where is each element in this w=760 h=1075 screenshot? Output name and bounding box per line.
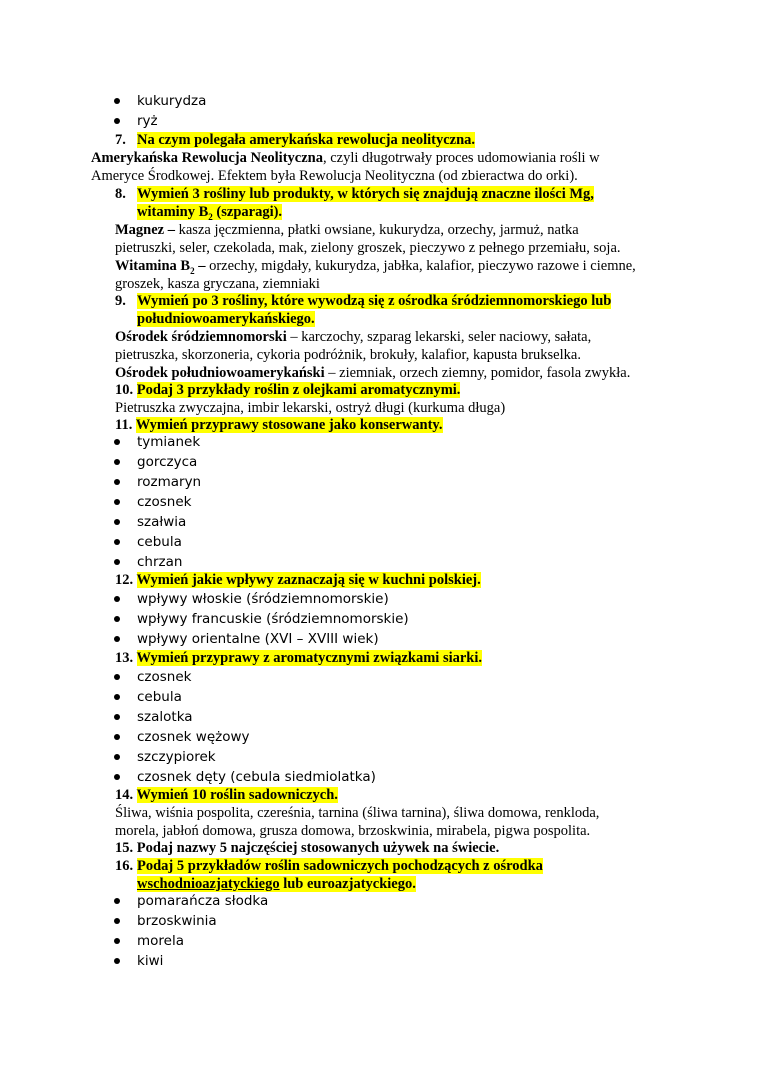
question-15 [115,839,499,857]
answer-8-magnez-line-2: pietruszki, seler, czekolada, mak, zielony groszek, pieczywo z pełnego przemiału, soja. [115,240,621,256]
list-item: rozmaryn [137,474,202,490]
bullet-marker [114,714,120,720]
question-number: 7. [115,132,126,148]
question-16-line-1 [137,857,543,875]
question-text: Podaj 5 przykładów roślin sadowniczych pochodzących z ośrodka [137,858,543,874]
answer-10: Pietruszka zwyczajna, imbir lekarski, ostryż długi (kurkuma długa) [115,400,506,416]
answer-text: kasza jęczmienna, płatki owsiane, kukurydza, orzechy, jarmuż, natka [175,222,579,238]
question-8-line-1 [137,185,594,203]
question-10 [115,381,460,399]
bullet-marker [114,898,120,904]
question-text: wschodnioazjatyckiego [137,876,280,892]
list-item: brzoskwinia [137,913,217,929]
list-item: kukurydza [137,93,207,109]
answer-term: Magnez – [115,222,175,238]
list-item: czosnek wężowy [137,729,250,745]
question-number: 14. [115,787,134,803]
answer-text: – karczochy, szparag lekarski, seler naciowy, sałata, [286,329,592,345]
answer-7-line-2: Ameryce Środkowej. Efektem była Rewolucja Neolityczna (od zbieractwa do orki). [91,168,578,184]
list-item: wpływy francuskie (śródziemnomorskie) [137,611,409,627]
question-text: Wymień przyprawy stosowane jako konserwanty. [135,417,443,433]
bullet-marker [114,734,120,740]
question-number: 15. [115,840,134,856]
bullet-marker [114,539,120,545]
question-number: 12. [115,572,134,588]
list-item: cebula [137,534,182,550]
bullet-marker [114,98,120,104]
bullet-marker [114,559,120,565]
bullet-marker [114,479,120,485]
bullet-marker [114,674,120,680]
question-text: Na czym polegała amerykańska rewolucja neolityczna. [137,132,476,148]
answer-text: – ziemniak, orzech ziemny, pomidor, fasola zwykła. [324,365,631,381]
bullet-marker [114,596,120,602]
question-number: 9. [115,293,126,309]
question-13 [115,649,482,667]
question-8-line-2 [137,203,282,221]
question-text: Wymień 10 roślin sadowniczych. [136,787,338,803]
list-item: gorczyca [137,454,198,470]
bullet-marker [114,636,120,642]
answer-term: – [194,258,206,274]
question-12 [115,571,481,589]
question-9-line-1 [137,292,611,310]
bullet-marker [114,519,120,525]
bullet-marker [114,499,120,505]
answer-term: Witamina B [115,258,191,274]
answer-9-med-line-2: pietruszka, skorzoneria, cykoria podróżnik, brokuły, kalafior, kapusta brukselka. [115,347,581,363]
question-9-line-2 [137,310,315,328]
list-item: szałwia [137,514,187,530]
question-number: 16. [115,858,134,874]
question-text: witaminy B [137,204,209,220]
bullet-marker [114,439,120,445]
question-text: południowoamerykańskiego. [137,311,315,327]
question-11 [115,416,443,434]
answer-text: , czyli długotrwały proces udomowiania rośli w [322,150,600,166]
question-text: Wymień po 3 rośliny, które wywodzą się z ośrodka śródziemnomorskiego lub [137,293,612,309]
list-item: cebula [137,689,182,705]
question-number: 8. [115,186,126,202]
question-text: Wymień 3 rośliny lub produkty, w których się znajdują znaczne ilości Mg, [137,186,594,202]
bullet-marker [114,958,120,964]
bullet-marker [114,774,120,780]
list-item: ryż [137,113,158,129]
question-text: lub euroazjatyckiego. [279,876,416,892]
answer-7-line-1 [91,149,600,167]
question-16-line-2 [137,875,416,893]
answer-9-sa-line-1 [115,364,630,382]
question-text: Podaj nazwy 5 najczęściej stosowanych używek na świecie. [136,840,500,856]
list-item: szczypiorek [137,749,216,765]
list-item: pomarańcza słodka [137,893,269,909]
question-14 [115,786,338,804]
answer-8-witamina-line-1 [115,257,636,275]
answer-14-line-1: Śliwa, wiśnia pospolita, czereśnia, tarnina (śliwa tarnina), śliwa domowa, renkloda, [115,805,600,821]
list-item: chrzan [137,554,183,570]
subscript: 2 [190,265,195,276]
list-item: czosnek dęty (cebula siedmiolatka) [137,769,376,785]
answer-9-med-line-1 [115,328,591,346]
bullet-marker [114,694,120,700]
list-item: kiwi [137,953,164,969]
list-item: tymianek [137,434,201,450]
question-text: Podaj 3 przykłady roślin z olejkami aromatycznymi. [136,382,461,398]
bullet-marker [114,118,120,124]
answer-8-witamina-line-2: groszek, kasza gryczana, ziemniaki [115,276,320,292]
list-item: morela [137,933,184,949]
question-number: 11. [115,417,133,433]
bullet-marker [114,616,120,622]
answer-text: orzechy, migdały, kukurydza, jabłka, kalafior, pieczywo razowe i ciemne, [205,258,636,274]
answer-14-line-2: morela, jabłoń domowa, grusza domowa, brzoskwinia, mirabela, pigwa pospolita. [115,823,591,839]
question-text: Wymień przyprawy z aromatycznymi związkami siarki. [136,650,483,666]
answer-term: Ośrodek południowoamerykański [115,365,325,381]
bullet-marker [114,938,120,944]
list-item: wpływy włoskie (śródziemnomorskie) [137,591,389,607]
question-text: (szparagi). [212,204,283,220]
question-number: 10. [115,382,134,398]
question-number: 13. [115,650,134,666]
list-item: czosnek [137,669,192,685]
answer-term: Amerykańska Rewolucja Neolityczna [91,150,323,166]
bullet-marker [114,918,120,924]
answer-8-magnez-line-1 [115,221,579,239]
bullet-marker [114,459,120,465]
question-text: Wymień jakie wpływy zaznaczają się w kuchni polskiej. [136,572,481,588]
subscript: 2 [208,211,213,222]
list-item: czosnek [137,494,192,510]
answer-term: Ośrodek śródziemnomorski [115,329,287,345]
list-item: szalotka [137,709,193,725]
question-7 [137,131,475,149]
list-item: wpływy orientalne (XVI – XVIII wiek) [137,631,379,647]
bullet-marker [114,754,120,760]
